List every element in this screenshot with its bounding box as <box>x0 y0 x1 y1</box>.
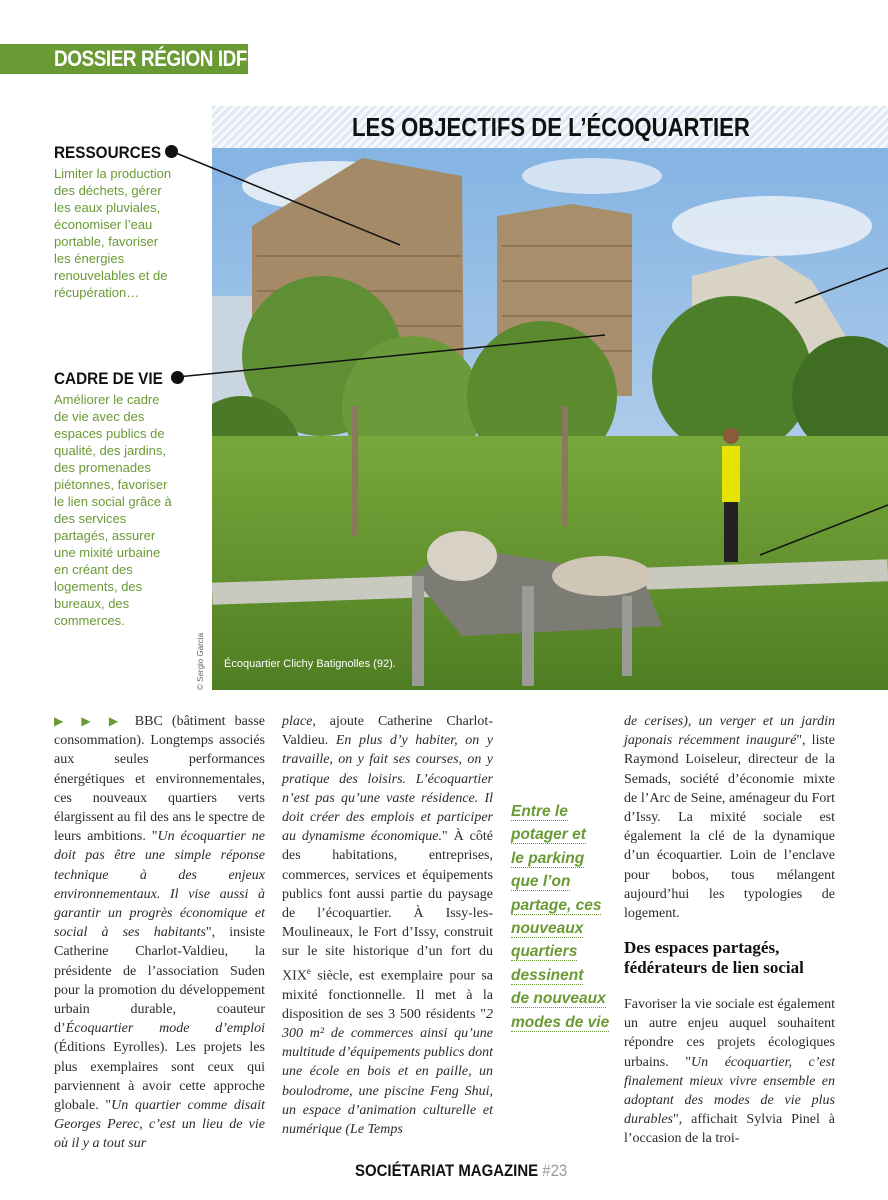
sidebar-heading-ressources: RESSOURCES <box>54 143 162 162</box>
sidebar-text-ressources: Limiter la production des déchets, gérer les eaux pluviales, économiser l’eau portable, favoriser les énergies renouvelables et de récupération… <box>54 166 172 300</box>
feature-title: LES OBJECTIFS DE L’ÉCOQUARTIER <box>352 112 750 142</box>
magazine-name: SOCIÉTARIAT MAGAZINE <box>355 1161 539 1180</box>
photo-illustration <box>212 106 888 690</box>
leader-dot-ressources <box>165 145 178 158</box>
section-banner <box>0 44 248 74</box>
article-column-1: ▶ ▶ ▶ BBC (bâtiment basse consommation). Longtemps associés aux seules performances énergétiques et environnementales, ces nouveaux quartiers verts élargissent au fil des ans le spectre de leurs ambitions. "Un écoquartier ne doit pas être une simple réponse technique à des enjeux environnementaux. Il vise aussi à garantir un progrès économique et social à ses habitants", insiste Catherine Charlot-Valdieu, la présidente de l’association Suden pour la promotion du développement urbain durable, coauteur d’Écoquartier mode d’emploi (Éditions Eyrolles). Les projets les plus exemplaires sont ceux qui parviennent à avoir cette approche globale. "Un quartier comme disait Georges Perec, c’est un lieu de vie où il y a tout sur <box>54 714 265 1152</box>
sidebar-text-cadre-de-vie: Améliorer le cadre de vie avec des espaces publics de qualité, des jardins, des promenades piétonnes, favoriser le lien social grâce à des services partagés, assurer une mixité urbaine en créant des logements, des bureaux, des commerces. <box>54 392 172 628</box>
article-column-3: de cerises), un verger et un jardin japonais récemment inauguré", liste Raymond Loiseleur, directeur de la Semads, société d’économie mixte de l’Arc de Seine, aménageur du Fort d’Issy. La mixité sociale est également la clé de la dynamique d’un écoquartier. Loin de l’enclave pour bobos, tous mélangent aujourd’hui les typologies de logement. <box>624 714 836 922</box>
pull-quote: Entre le potager et le parking que l’on partage, ces nouveaux quartiers dessinent de nouveaux modes de vie <box>511 803 610 1031</box>
issue-number: #23 <box>542 1161 568 1180</box>
article-column-2: place, ajoute Catherine Charlot-Valdieu. En plus d’y habiter, on y travaille, on y fait ses courses, on y pratique des loisirs. L’écoquartier n’est pas qu’une vaste résidence. Il doit créer des emplois et participer au dynamisme économique." À côté des habitations, entreprises, commerces, services et équipements publics font aussi partie du paysage de l’écoquartier. À Issy-les-Moulineaux, le Fort d’Issy, construit sur le site historique d’un fort du XIXe siècle, est exemplaire pour sa mixité fonctionnelle. Il met à la disposition de ses 3 500 résidents "2 300 m² de commerces ainsi qu’une multitude d’équipements publics dont une école en bois et en paille, un boulodrome, une piscine Feng Shui, un espace d’animation culturelle et numérique (Le Temps <box>282 714 493 1137</box>
feature-photo <box>212 106 888 690</box>
continuation-arrows-icon: ▶ ▶ ▶ <box>54 714 126 728</box>
section-label: DOSSIER RÉGION IDF <box>54 46 248 71</box>
section-subheading: Des espaces partagés, fédérateurs de lien social <box>624 938 804 977</box>
leader-dot-cadre-de-vie <box>171 371 184 384</box>
photo-credit: © Sergio Garcia <box>196 632 205 690</box>
feature-title-bar <box>212 106 888 148</box>
photo-caption: Écoquartier Clichy Batignolles (92). <box>224 658 396 670</box>
sidebar-heading-cadre-de-vie: CADRE DE VIE <box>54 369 163 388</box>
page-footer <box>355 1161 567 1181</box>
article-column-3-continued: Favoriser la vie sociale est également un autre enjeu auquel souhaitent répondre ces projets écologiques urbains. "Un écoquartier, c’est finalement mieux vivre ensemble en adoptant des modes de vie plus durables", affichait Sylvia Pinel à l’occasion de la troi- <box>624 997 835 1147</box>
